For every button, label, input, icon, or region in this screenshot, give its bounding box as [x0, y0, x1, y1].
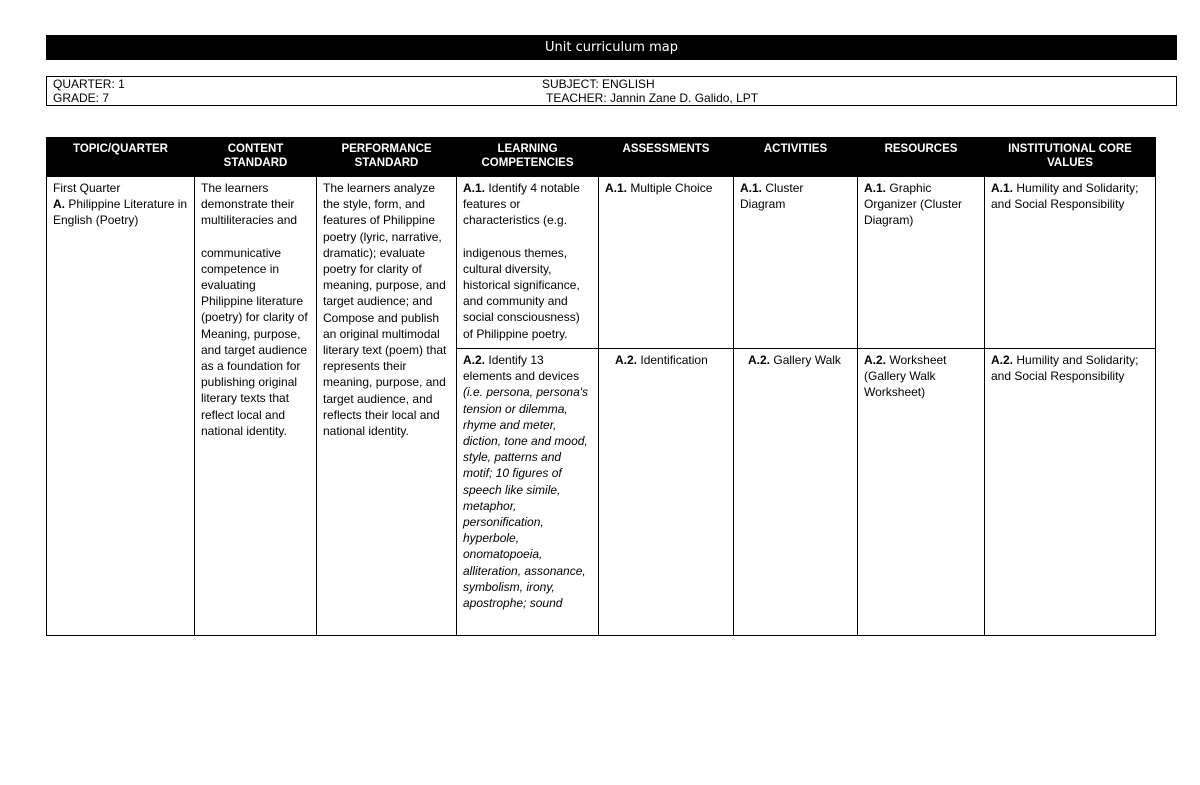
topic-quarter: First Quarter [53, 181, 121, 195]
header-topic-quarter: TOPIC/QUARTER [47, 137, 195, 177]
header-content-standard: CONTENT STANDARD [195, 137, 317, 177]
header-core-values: INSTITUTIONAL CORE VALUES [985, 137, 1156, 177]
core-values-label: A.1. [991, 181, 1014, 195]
content-standard-part1: The learners demonstrate their multiliteracies and [201, 181, 298, 228]
topic-label: A. [53, 197, 65, 212]
header-assessments: ASSESSMENTS [599, 137, 734, 177]
resource-text: Worksheet (Gallery Walk Worksheet) [864, 353, 947, 400]
assessment-text: Multiple Choice [630, 181, 713, 195]
activity-text: Cluster Diagram [740, 181, 804, 212]
header-learning-competencies: LEARNING COMPETENCIES [457, 137, 599, 177]
competency-text: Identify 4 notable features or characteristics (e.g. [463, 181, 580, 228]
resource-text: Graphic Organizer (Cluster Diagram) [864, 181, 963, 228]
resource-label: A.1. [864, 181, 887, 195]
assessment-cell [599, 349, 734, 636]
core-values-text: Humility and Solidarity; and Social Responsibility [991, 181, 1139, 212]
activity-text: Gallery Walk [773, 353, 841, 367]
performance-standard-cell [317, 177, 457, 636]
header-activities: ACTIVITIES [734, 137, 858, 177]
resource-label: A.2. [864, 353, 887, 367]
competency-label: A.2. [463, 353, 486, 367]
grade-label: GRADE: 7 [53, 91, 110, 105]
document-title: Unit curriculum map [46, 35, 1177, 60]
curriculum-map-table [46, 137, 1156, 636]
core-values-cell [985, 177, 1156, 349]
activity-cell [734, 177, 858, 349]
assessment-label: A.2. [615, 353, 638, 367]
header-row [47, 137, 1156, 177]
competency-text-cont: (i.e. persona, persona's tension or dilemma, rhyme and meter, diction, tone and mood, style, patterns and motif; 10 figures of speech like simile, metaphor, personification, hyperbole, onomatopoeia, alliteration, assonance, symbolism, irony, apostrophe; sound [463, 385, 589, 611]
header-resources: RESOURCES [858, 137, 985, 177]
competency-text-cont: indigenous themes, cultural diversity, historical significance, and community and social consciousness) of Philippine poetry. [463, 245, 580, 341]
competency-cell [457, 177, 599, 349]
performance-standard-text: The learners analyze the style, form, and features of Philippine poetry (lyric, narrative, dramatic); evaluate poetry for clarity of meaning, purpose, and target audience; and Compose and publish an original multimodal literary text (poem) that represents their meaning, purpose, and target audience, and reflects their local and national identity. [323, 181, 447, 439]
core-values-cell [985, 349, 1156, 636]
core-values-label: A.2. [991, 353, 1014, 367]
competency-cell [457, 349, 599, 636]
topic-text: Philippine Literature in English (Poetry) [53, 197, 188, 228]
content-standard-cell [195, 177, 317, 636]
subject-label: SUBJECT: ENGLISH [542, 77, 655, 91]
activity-cell [734, 349, 858, 636]
competency-label: A.1. [463, 181, 486, 195]
blank-line [201, 229, 310, 245]
topic-cell [47, 177, 195, 636]
core-values-text: Humility and Solidarity; and Social Responsibility [991, 353, 1139, 384]
quarter-label: QUARTER: 1 [53, 77, 125, 91]
content-standard-part2: communicative competence in evaluating Philippine literature (poetry) for clarity of Meaning, purpose, and target audience as a foundation for publishing original literary texts that reflect local and national identity. [201, 245, 308, 438]
teacher-label: TEACHER: Jannin Zane D. Galido, LPT [546, 91, 759, 105]
header-performance-standard: PERFORMANCE STANDARD [317, 137, 457, 177]
activity-label: A.2. [748, 353, 771, 367]
blank-line [463, 229, 592, 245]
table-row [47, 177, 1156, 349]
resource-cell [858, 177, 985, 349]
info-box [46, 76, 1177, 106]
assessment-text: Identification [640, 353, 708, 367]
competency-text: Identify 13 elements and devices [463, 353, 580, 384]
assessment-label: A.1. [605, 181, 628, 195]
activity-label: A.1. [740, 181, 763, 195]
assessment-cell [599, 177, 734, 349]
resource-cell [858, 349, 985, 636]
